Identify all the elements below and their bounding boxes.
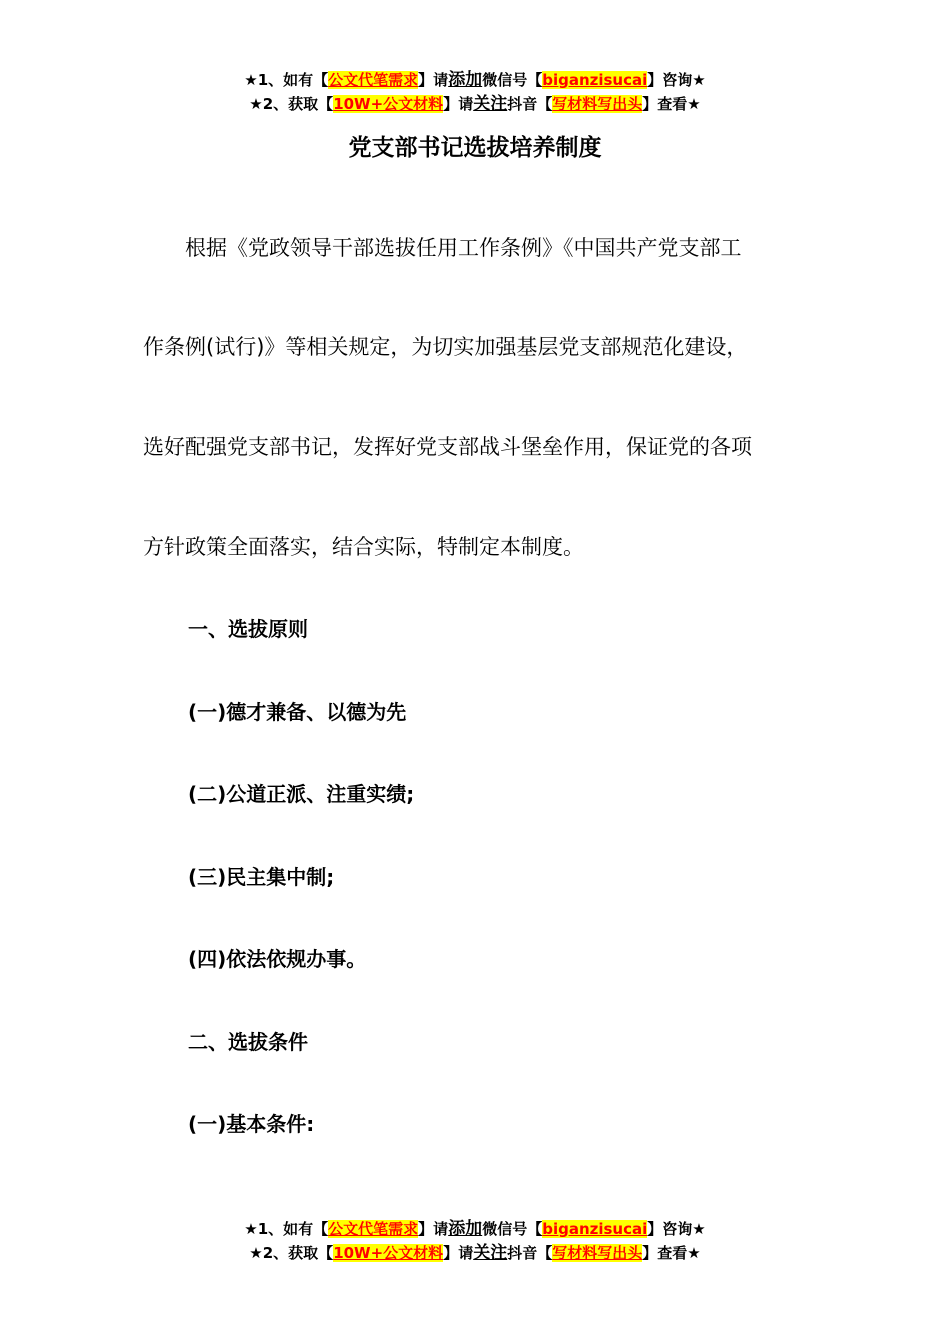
promo-line-2 [0, 1241, 950, 1265]
promo-douyin-id: 写材料写出头 [552, 95, 643, 113]
promo-text: 】咨询★ [647, 1220, 706, 1238]
promo-highlight: 公文代笔需求 [328, 71, 419, 89]
promo-emphasis: 添加 [448, 1219, 483, 1239]
promo-banner-top [0, 68, 950, 116]
promo-line-2 [0, 92, 950, 116]
intro-line: 方针政策全面落实，结合实际，特制定本制度。 [143, 535, 584, 559]
promo-text: 】请 [443, 1244, 474, 1262]
promo-line-1 [0, 68, 950, 92]
promo-text: 微信号【 [482, 1220, 543, 1238]
intro-line: 根据《党政领导干部选拔任用工作条例》《中国共产党支部工 [143, 236, 742, 260]
intro-line: 选好配强党支部书记，发挥好党支部战斗堡垒作用，保证党的各项 [143, 435, 752, 459]
promo-highlight: 公文代笔需求 [328, 1220, 419, 1238]
promo-text: 】查看★ [642, 95, 701, 113]
subsection-heading: (四)依法依规办事。 [188, 947, 367, 971]
promo-wechat-id: biganzisucai [542, 1220, 648, 1238]
subsection-heading: (三)民主集中制; [188, 865, 335, 889]
subsection-heading: (二)公道正派、注重实绩; [188, 782, 415, 806]
promo-text: 】请 [443, 95, 474, 113]
intro-line: 作条例(试行)》等相关规定，为切实加强基层党支部规范化建设， [143, 335, 748, 359]
subsection-heading: (一)基本条件: [188, 1112, 315, 1136]
promo-text: 】查看★ [642, 1244, 701, 1262]
section-heading: 一、选拔原则 [188, 617, 308, 641]
promo-text: ★1、如有【 [244, 71, 329, 89]
promo-text: 】请 [418, 1220, 449, 1238]
promo-highlight: 10W+公文材料 [333, 1244, 444, 1262]
document-title: 党支部书记选拔培养制度 [348, 135, 602, 161]
subsection-heading: (一)德才兼备、以德为先 [188, 700, 407, 724]
promo-text: ★1、如有【 [244, 1220, 329, 1238]
promo-emphasis: 添加 [448, 70, 483, 90]
promo-text: ★2、获取【 [249, 95, 334, 113]
promo-text: 抖音【 [507, 1244, 553, 1262]
promo-wechat-id: biganzisucai [542, 71, 648, 89]
promo-text: 】咨询★ [647, 71, 706, 89]
promo-douyin-id: 写材料写出头 [552, 1244, 643, 1262]
promo-emphasis: 关注 [473, 1243, 508, 1263]
section-heading: 二、选拔条件 [188, 1030, 308, 1054]
promo-banner-bottom [0, 1217, 950, 1265]
promo-text: 】请 [418, 71, 449, 89]
promo-text: ★2、获取【 [249, 1244, 334, 1262]
promo-text: 微信号【 [482, 71, 543, 89]
promo-highlight: 10W+公文材料 [333, 95, 444, 113]
promo-text: 抖音【 [507, 95, 553, 113]
promo-line-1 [0, 1217, 950, 1241]
promo-emphasis: 关注 [473, 94, 508, 114]
